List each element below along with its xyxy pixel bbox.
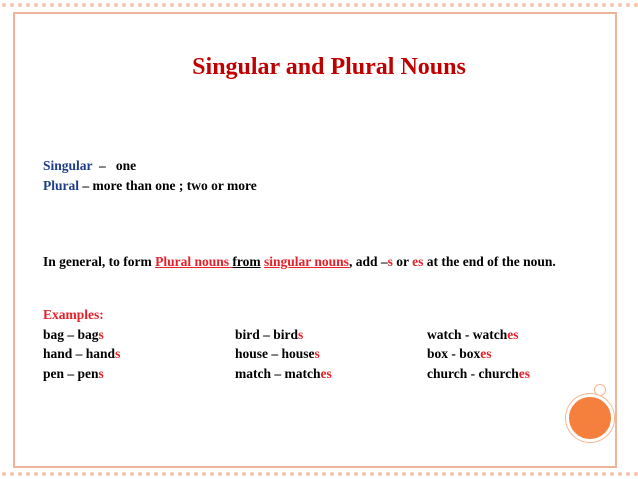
border-dot: [226, 3, 230, 7]
decorative-orange-circle: [566, 394, 614, 442]
border-dot: [114, 3, 118, 7]
example-item: [427, 327, 519, 343]
border-dot: [306, 472, 310, 476]
border-dot: [194, 472, 198, 476]
example-suffix: s: [98, 327, 104, 342]
page-title: Singular and Plural Nouns: [192, 54, 466, 80]
example-row: [43, 366, 603, 385]
border-dot: [322, 472, 326, 476]
border-dot: [554, 472, 558, 476]
border-dot: [314, 3, 318, 7]
rule-singular-nouns: singular nouns: [264, 254, 349, 269]
border-dot: [322, 3, 326, 7]
border-dot: [466, 472, 470, 476]
border-dot: [546, 472, 550, 476]
example-item: [43, 366, 104, 382]
border-dot: [474, 472, 478, 476]
plural-term: Plural: [43, 178, 79, 193]
border-dot: [242, 3, 246, 7]
example-base: pen – pen: [43, 366, 99, 381]
border-dot: [50, 3, 54, 7]
border-dot: [514, 3, 518, 7]
singular-meaning: – one: [92, 158, 137, 173]
border-dot: [618, 472, 622, 476]
border-dot: [426, 472, 430, 476]
example-row: [43, 327, 603, 346]
border-dot: [234, 3, 238, 7]
border-dot: [98, 3, 102, 7]
rule-text-1: In general, to form: [43, 254, 156, 269]
example-base: house – house: [235, 346, 315, 361]
plural-rule: [43, 252, 603, 271]
border-dot: [178, 3, 182, 7]
border-dot: [546, 3, 550, 7]
border-dot: [10, 3, 14, 7]
rule-text-2: , add –: [348, 254, 388, 269]
example-suffix: s: [298, 327, 304, 342]
border-dot: [482, 472, 486, 476]
border-dot: [514, 472, 518, 476]
example-suffix: s: [115, 346, 121, 361]
border-dot: [418, 472, 422, 476]
border-dot: [186, 472, 190, 476]
border-dot: [626, 472, 630, 476]
border-dot: [42, 472, 46, 476]
border-dot: [578, 3, 582, 7]
singular-term: Singular: [43, 158, 93, 173]
example-suffix: s: [98, 366, 104, 381]
plural-meaning: – more than one ; two or more: [79, 178, 257, 193]
border-dot: [570, 3, 574, 7]
border-dot: [82, 472, 86, 476]
rule-text-3: at the end of the noun.: [423, 254, 556, 269]
border-dot: [362, 472, 366, 476]
border-dot: [378, 472, 382, 476]
border-dot: [26, 3, 30, 7]
border-dot: [74, 472, 78, 476]
border-dot: [594, 472, 598, 476]
singular-definition: [43, 158, 136, 174]
border-dot: [26, 472, 30, 476]
border-dot: [442, 3, 446, 7]
border-dot: [258, 3, 262, 7]
border-dot: [66, 3, 70, 7]
border-dot: [338, 472, 342, 476]
border-dot: [274, 472, 278, 476]
border-dot: [202, 3, 206, 7]
border-dot: [370, 472, 374, 476]
border-dot: [138, 472, 142, 476]
border-dot: [538, 472, 542, 476]
border-dot: [218, 472, 222, 476]
border-dot: [458, 3, 462, 7]
example-item: [235, 327, 303, 343]
border-dot: [442, 472, 446, 476]
border-dot: [2, 472, 6, 476]
border-dot: [90, 3, 94, 7]
border-dot: [354, 472, 358, 476]
border-dot: [410, 3, 414, 7]
border-dot: [570, 472, 574, 476]
example-base: match – match: [235, 366, 321, 381]
example-item: [427, 346, 492, 362]
border-dot: [506, 3, 510, 7]
border-dot: [394, 3, 398, 7]
border-dot: [74, 3, 78, 7]
border-dot: [538, 3, 542, 7]
border-dot: [306, 3, 310, 7]
border-dot: [58, 3, 62, 7]
example-base: hand – hand: [43, 346, 116, 361]
border-dot: [282, 3, 286, 7]
border-dot: [162, 472, 166, 476]
border-dot: [154, 3, 158, 7]
example-suffix: s: [314, 346, 320, 361]
border-dot: [522, 3, 526, 7]
border-dot: [42, 3, 46, 7]
border-dot: [554, 3, 558, 7]
example-item: [235, 366, 332, 382]
example-base: box - box: [427, 346, 481, 361]
border-dot: [386, 3, 390, 7]
border-dot: [362, 3, 366, 7]
rule-plural-nouns: Plural nouns: [155, 254, 233, 269]
border-dot: [130, 3, 134, 7]
border-dot: [122, 3, 126, 7]
border-dot: [402, 3, 406, 7]
border-dot: [290, 3, 294, 7]
example-item: [235, 346, 320, 362]
border-dot: [434, 472, 438, 476]
rule-or: or: [392, 254, 413, 269]
border-dot: [146, 472, 150, 476]
border-dot: [82, 3, 86, 7]
border-dot: [106, 3, 110, 7]
border-dot: [602, 472, 606, 476]
border-dot: [490, 3, 494, 7]
border-dot: [34, 472, 38, 476]
border-dot: [586, 3, 590, 7]
border-dot: [10, 472, 14, 476]
border-dot: [106, 472, 110, 476]
border-dot: [242, 472, 246, 476]
border-dot: [482, 3, 486, 7]
border-dot: [330, 472, 334, 476]
example-item: [43, 327, 104, 343]
border-dot: [394, 472, 398, 476]
example-suffix: es: [480, 346, 492, 361]
border-dot: [170, 472, 174, 476]
border-dot: [138, 3, 142, 7]
border-dot: [122, 472, 126, 476]
border-dot: [290, 472, 294, 476]
border-dot: [426, 3, 430, 7]
border-dot: [634, 472, 638, 476]
border-dot: [386, 472, 390, 476]
border-dot: [58, 472, 62, 476]
border-dot: [210, 472, 214, 476]
border-dot: [370, 3, 374, 7]
border-dot: [314, 472, 318, 476]
border-dot: [18, 3, 22, 7]
border-dot: [610, 472, 614, 476]
border-dot: [114, 472, 118, 476]
border-dot: [434, 3, 438, 7]
border-dot: [498, 3, 502, 7]
border-dot: [466, 3, 470, 7]
border-dot: [522, 472, 526, 476]
border-dot: [218, 3, 222, 7]
example-base: church - church: [427, 366, 519, 381]
border-dot: [338, 3, 342, 7]
border-dot: [170, 3, 174, 7]
example-suffix: es: [518, 366, 531, 381]
border-dot: [530, 3, 534, 7]
border-dot: [410, 472, 414, 476]
border-dot: [450, 472, 454, 476]
example-suffix: es: [507, 327, 519, 342]
example-base: bag – bag: [43, 327, 99, 342]
border-dot: [530, 472, 534, 476]
border-dot: [418, 3, 422, 7]
border-dot: [618, 3, 622, 7]
border-dot: [450, 3, 454, 7]
border-dot: [226, 472, 230, 476]
border-dot: [498, 472, 502, 476]
border-dot: [282, 472, 286, 476]
border-dot: [34, 3, 38, 7]
border-dot: [18, 472, 22, 476]
border-dot: [258, 472, 262, 476]
border-dot: [250, 472, 254, 476]
rule-suffix-s: s: [387, 254, 393, 269]
border-dot: [490, 472, 494, 476]
example-row: [43, 346, 603, 365]
border-dot: [162, 3, 166, 7]
examples-label: Examples:: [43, 307, 104, 322]
border-dot: [578, 472, 582, 476]
border-dot: [610, 3, 614, 7]
border-dot: [210, 3, 214, 7]
top-dotted-border: [0, 0, 638, 10]
border-dot: [562, 3, 566, 7]
example-item: [427, 366, 530, 382]
border-dot: [602, 3, 606, 7]
bottom-dotted-border: [0, 469, 638, 479]
border-dot: [634, 3, 638, 7]
border-dot: [50, 472, 54, 476]
border-dot: [586, 472, 590, 476]
border-dot: [90, 472, 94, 476]
border-dot: [202, 472, 206, 476]
border-dot: [298, 3, 302, 7]
border-dot: [562, 472, 566, 476]
border-dot: [346, 472, 350, 476]
border-dot: [274, 3, 278, 7]
example-base: bird – bird: [235, 327, 299, 342]
example-base: watch - watch: [427, 327, 508, 342]
border-dot: [506, 472, 510, 476]
border-dot: [354, 3, 358, 7]
border-dot: [146, 3, 150, 7]
plural-definition: [43, 178, 257, 194]
border-dot: [626, 3, 630, 7]
border-dot: [266, 3, 270, 7]
border-dot: [98, 472, 102, 476]
border-dot: [186, 3, 190, 7]
border-dot: [330, 3, 334, 7]
border-dot: [194, 3, 198, 7]
border-dot: [474, 3, 478, 7]
border-dot: [2, 3, 6, 7]
border-dot: [66, 472, 70, 476]
border-dot: [378, 3, 382, 7]
example-suffix: es: [320, 366, 332, 381]
border-dot: [402, 472, 406, 476]
border-dot: [266, 472, 270, 476]
border-dot: [130, 472, 134, 476]
border-dot: [250, 3, 254, 7]
border-dot: [154, 472, 158, 476]
border-dot: [298, 472, 302, 476]
border-dot: [178, 472, 182, 476]
border-dot: [346, 3, 350, 7]
border-dot: [234, 472, 238, 476]
example-item: [43, 346, 120, 362]
border-dot: [594, 3, 598, 7]
rule-from: from: [232, 254, 261, 269]
rule-suffix-es: es: [412, 254, 424, 269]
border-dot: [458, 472, 462, 476]
